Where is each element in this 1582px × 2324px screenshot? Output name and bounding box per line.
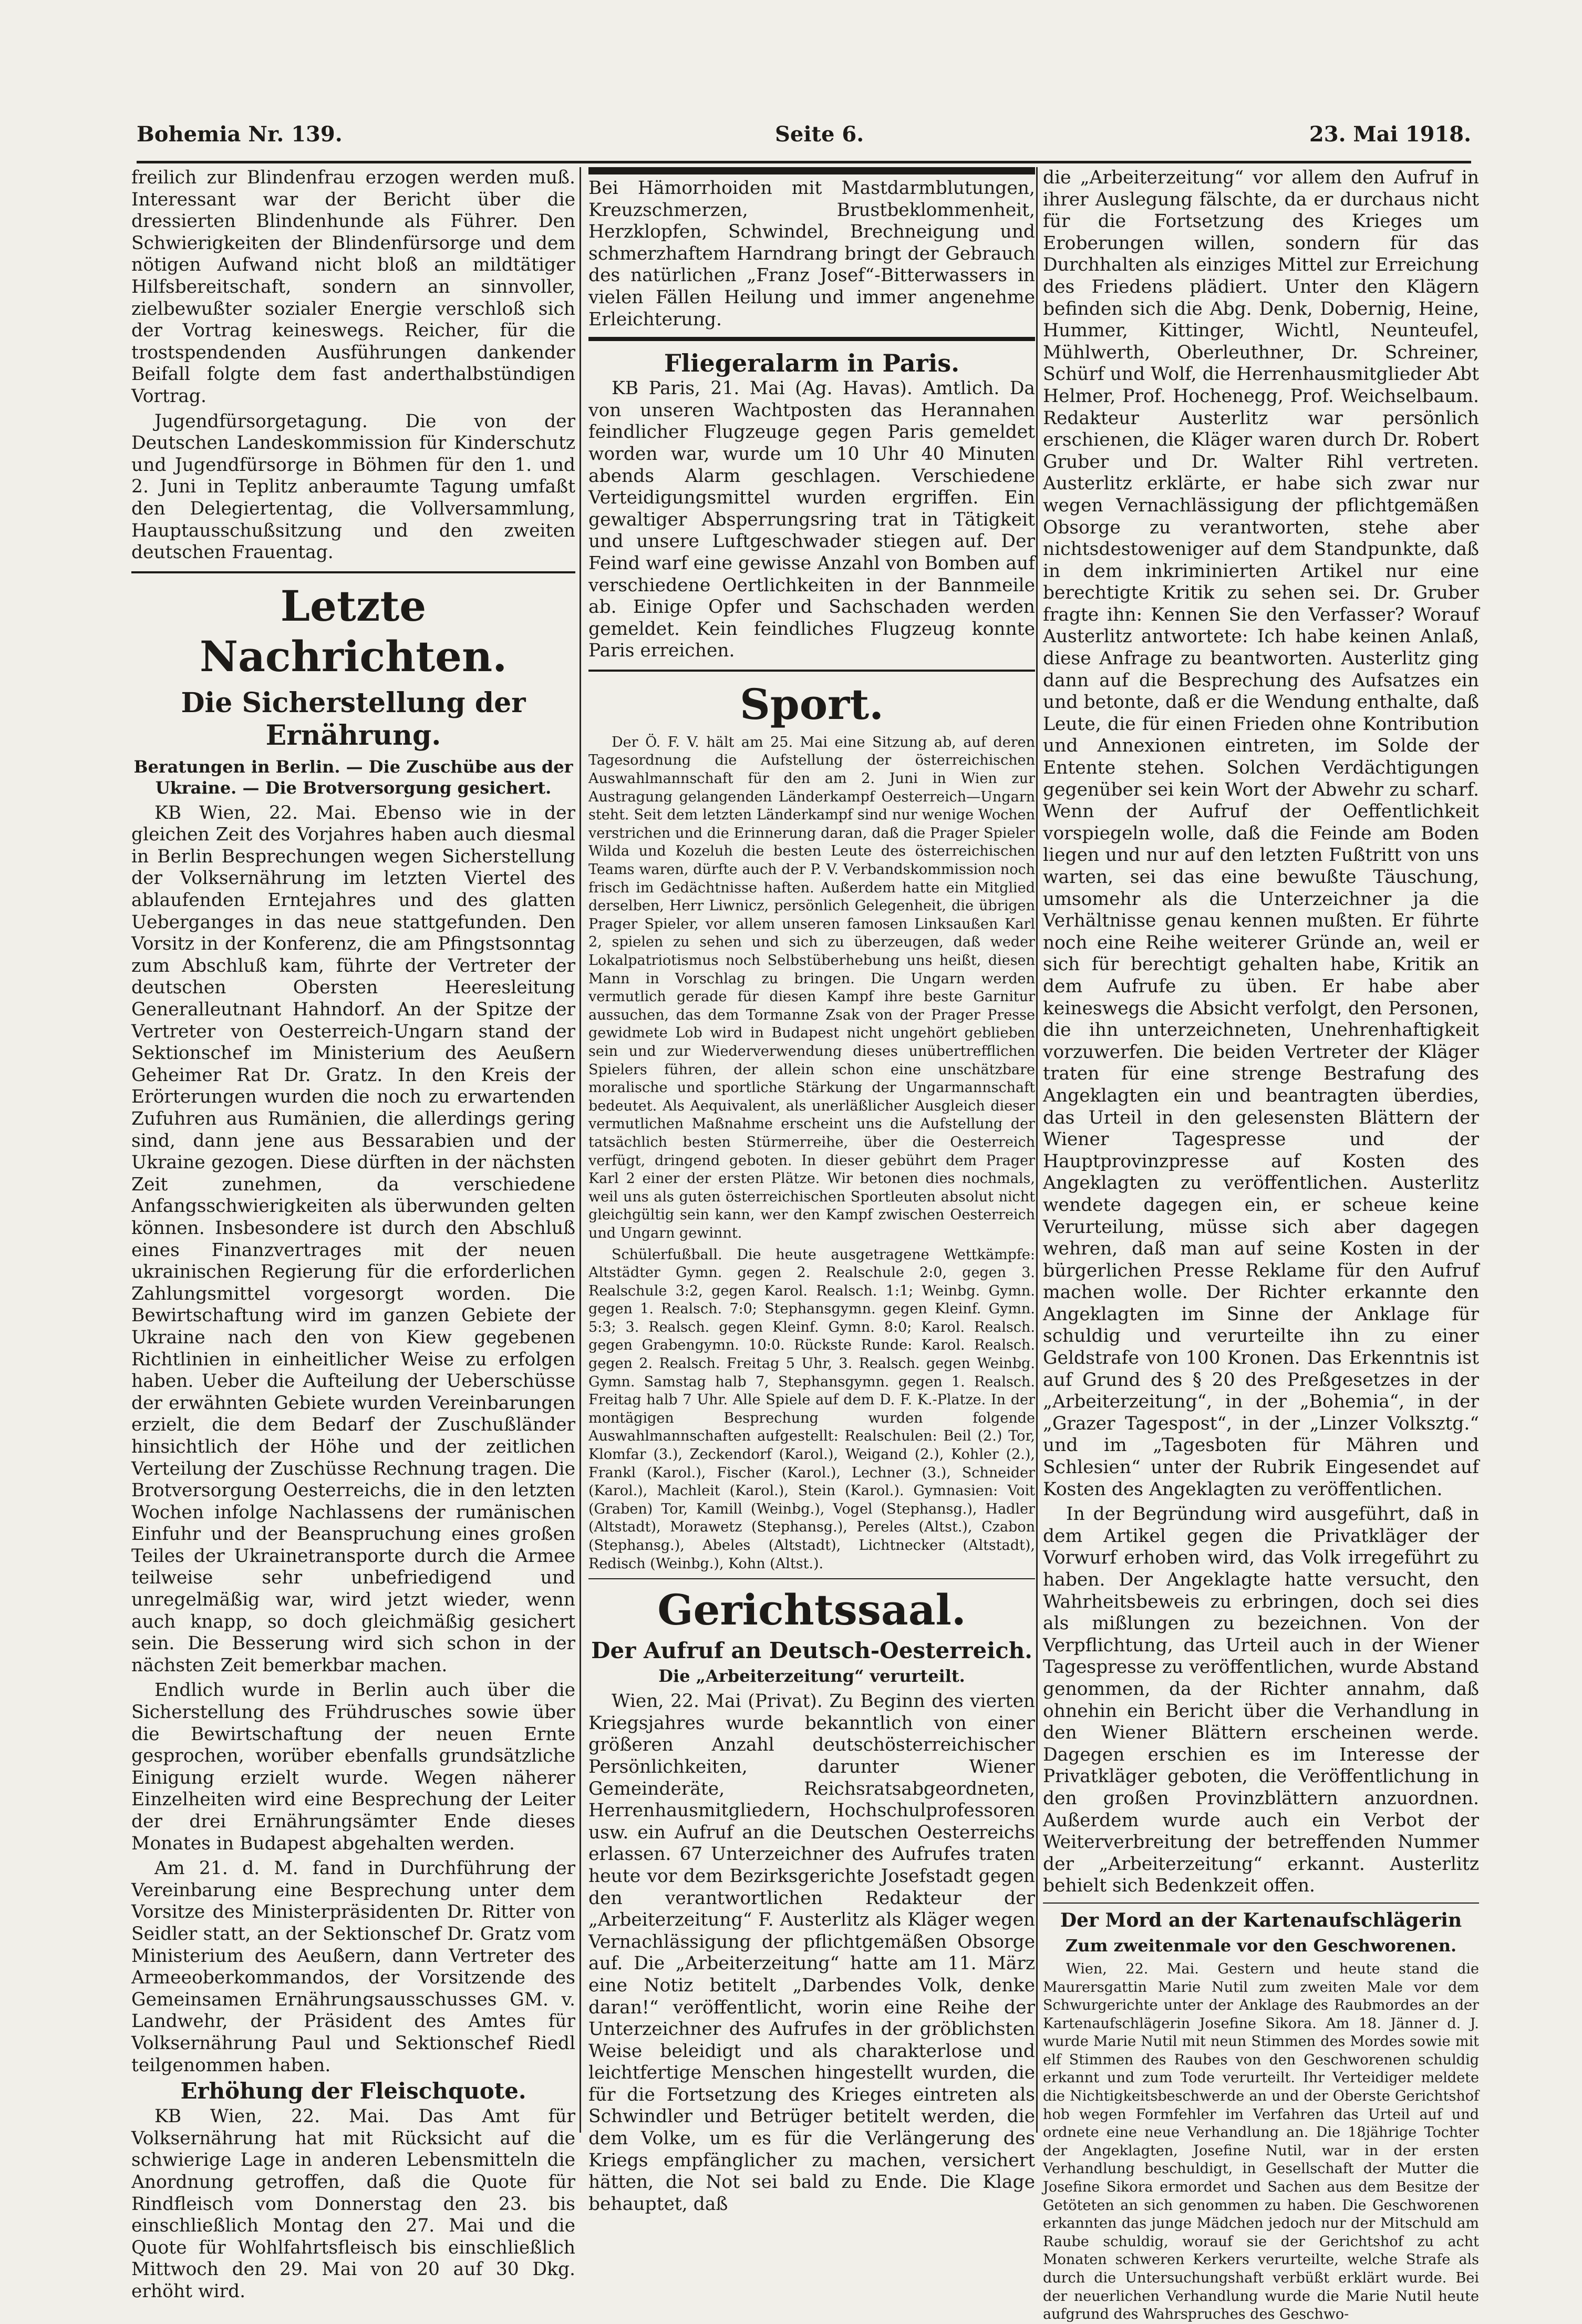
murder-case-paragraph: Wien, 22. Mai. Gestern und heute stand die Maurersgattin Marie Nutil zum zweiten Male vor dem Schwurgerichte unter der Anklage des Raubmordes an der Kartenaufschlägerin Josefine Sikora. Am 18. Jänner d. J. wurde Marie Nutil mit neun Stimmen des Mordes sowie mit elf Stimmen des Raubes von den Geschworenen schuldig erkannt und zum Tode verurteilt. Ihr Verteidiger meldete die Nichtigkeitsbeschwerde an und der Oberste Gerichtshof hob wegen Formfehler im Verfahren das Urteil auf und ordnete eine neue Verhandlung an. Die 18jährige Tochter der Angeklagten, Josefine Nutil, war in der ersten Verhandlung beschuldigt, in Gesellschaft der Mutter die Josefine Sikora ermordet und Sachen aus dem Besitze der Getöteten an sich genommen zu haben. Die Geschworenen erkannten das junge Mädchen jedoch nur der Mitschuld am Raube schuldig, worauf sie der Gerichtshof zu acht Monaten schweren Kerkers verurteilte, welche Strafe als durch die Untersuchungshaft verbüßt erklärt wurde. Bei der neuerlichen Verhandlung wurde die Marie Nutil heute aufgrund des Wahrspruches des Geschwo-: [1043, 1960, 1479, 2323]
section-rule: [1043, 1903, 1479, 1904]
header-page-number: Seite 6.: [775, 122, 864, 147]
youth-care-paragraph: Jugendfürsorgetagung. Die von der Deutschen Landeskommission für Kinderschutz und Jugendfürsorge in Böhmen für den 1. und 2. Juni in Teplitz anberaumte Tagung umfaßt den Delegiertentag, die Vollversammlung, Hauptausschußsitzung und den zweiten deutschen Frauentag.: [131, 410, 575, 563]
page-header: [137, 122, 1471, 153]
appeal-continued-paragraph: die „Arbeiterzeitung“ vor allem den Aufruf in ihrer Auslegung fälschte, da er durchaus nicht für die Fortsetzung des Krieges um Eroberungen willen, sondern für das Durchhalten als einziges Mittel zur Erreichung des Friedens plädiert. Unter den Klägern befinden sich die Abg. Denk, Dobernig, Heine, Hummer, Kittinger, Wichtl, Neunteufel, Mühlwerth, Oberleuthner, Dr. Schreiner, Schürf und Wolf, die Herrenhausmitglieder Abt Helmer, Prof. Hochenegg, Prof. Weichselbaum. Redakteur Austerlitz war persönlich erschienen, die Kläger waren durch Dr. Robert Gruber und Dr. Walter Rihl vertreten. Austerlitz erklärte, er habe sich zwar nur wegen Vernachlässigung der pflichtgemäßen Obsorge zu verantworten, stehe aber nichtsdestoweniger auf dem Standpunkte, daß in dem inkriminierten Artikel nur eine berechtigte Kritik zu sehen sei. Dr. Gruber fragte ihn: Kennen Sie den Verfasser? Worauf Austerlitz antwortete: Ich habe keinen Anlaß, diese Anfrage zu beantworten. Austerlitz ging dann auf die Besprechung des Aufsatzes ein und betonte, daß er die Wendung enthalte, daß Leute, die für einen Frieden ohne Kontribution und Annexionen eintreten, im Solde der Entente stehen. Solchen Verdächtigungen gegenüber sei kein Wort der Abwehr zu scharf. Wenn der Aufruf der Oeffentlichkeit vorspiegeln wolle, daß die Feinde am Boden liegen und nur auf den letzten Fußtritt von uns warten, sei das eine bewußte Täuschung, umsomehr als die Unterzeichner ja die Verhältnisse genau kennen mußten. Er führte noch eine Reihe weiterer Gründe an, weil er sich für berechtigt gehalten habe, Kritik an dem Aufrufe zu üben. Er habe aber keineswegs die Absicht verfolgt, den Personen, die ihn unterzeichneten, Unehrenhaftigkeit vorzuwerfen. Die beiden Vertreter der Kläger traten für eine strenge Bestrafung des Angeklagten ein und beantragten überdies, das Urteil in den gelesensten Blättern der Wiener Tagespresse und der Hauptprovinzpresse auf Kosten des Angeklagten zu veröffentlichen. Austerlitz wendete dagegen ein, er scheue keine Verurteilung, müsse sich aber dagegen wehren, daß man auf seine Kosten in der bürgerlichen Presse Reklame für den Aufruf machen wolle. Der Richter erkannte den Angeklagten im Sinne der Anklage für schuldig und verurteilte ihn zu einer Geldstrafe von 100 Kronen. Das Erkenntnis ist auf Grund des § 20 des Preßgesetzes in der „Arbeiterzeitung“, in der „Bohemia“, in der „Grazer Tagespost“, in der „Linzer Volksztg.“ und im „Tagesboten für Mähren und Schlesien“ unter der Rubrik Eingesendet auf Kosten des Angeklagten zu veröffentlichen.: [1043, 167, 1479, 1500]
verdict-reasoning-paragraph: In der Begründung wird ausgeführt, daß in dem Artikel gegen die Privatkläger der Vorwurf erhoben wird, das Volk irregeführt zu haben. Der Angeklagte hatte versucht, den Wahrheitsbeweis zu erbringen, doch sei dies als mißlungen zu bezeichnen. Von der Verpflichtung, das Urteil auch in der Wiener Tagespresse zu veröffentlichen, wurde Abstand genommen, da der Richter annahm, daß ohnehin ein Bericht über die Verhandlung in den Wiener Blättern erscheinen werde. Dagegen erschien es im Interesse der Privatkläger geboten, die Veröffentlichung in den großen Provinzblättern anzuordnen. Außerdem wurde auch ein Verbot der Weiterverbreitung der betreffenden Nummer der „Arbeiterzeitung“ erkannt. Austerlitz behielt sich Bedenkzeit offen.: [1043, 1504, 1479, 1897]
advertisement-text: Bei Hämorrhoiden mit Mastdarmblutungen, Kreuzschmerzen, Brustbeklommenheit, Herzklopfen, Schwindel, Brechneigung und schmerzhaftem Harndrang bringt der Gebrauch des natürlichen „Franz Josef“-Bitterwassers in vielen Fällen Heilung und immer angenehme Erleichterung.: [588, 178, 1035, 330]
appeal-paragraph: Wien, 22. Mai (Privat). Zu Beginn des vierten Kriegsjahres wurde bekanntlich von einer größeren Anzahl deutschösterreichischer Persönlichkeiten, darunter Wiener Gemeinderäte, Reichsratsabgeordneten, Herrenhausmitgliedern, Hochschulprofessoren usw. ein Aufruf an die Deutschen Oesterreichs erlassen. 67 Unterzeichner des Aufrufes traten heute vor dem Bezirksgerichte Josefstadt gegen den verantwortlichen Redakteur der „Arbeiterzeitung“ F. Austerlitz als Kläger wegen Vernachlässigung der pflichtgemäßen Obsorge auf. Die „Arbeiterzeitung“ hatte am 11. März eine Notiz betitelt „Darbendes Volk, denke daran!“ veröffentlicht, worin eine Reihe der Unterzeichner des Aufrufes in der gröblichsten Weise beleidigt und als charakterlose und leichtfertige Menschen hingestellt wurden, die für die Fortsetzung des Krieges eintreten als Schwindler und Betrüger betitelt werden, die dem Volke, um es für die Verlängerung des Kriegs empfänglicher zu machen, versichert hätten, die Not sei bald zu Ende. Die Klage behauptet, daß: [588, 1691, 1035, 2215]
section-title-sport: Sport.: [739, 679, 884, 729]
food-supply-paragraph-3: Am 21. d. M. fand in Durchführung der Vereinbarung eine Besprechung unter dem Vorsitze des Ministerpräsidenten Dr. Ritter von Seidler statt, an der Sektionschef Dr. Gratz vom Ministerium des Aeußern, dann Vertreter des Armeeoberkommandos, der Vorsitzende des Gemeinsamen Ernährungsausschusses GM. v. Landwehr, der Präsident des Amtes für Volksernährung Paul und Sektionschef Riedl teilgenommen haben.: [131, 1858, 575, 2076]
headline-appeal: Der Aufruf an Deutsch-Oesterreich.: [591, 1638, 1032, 1664]
subheadline-food-supply: Beratungen in Berlin. — Die Zuschübe aus der Ukraine. — Die Brotversorgung gesichert.: [133, 756, 573, 798]
subheadline-appeal: Die „Arbeiterzeitung“ verurteilt.: [658, 1666, 965, 1687]
advertisement-bitter-water: [588, 167, 1035, 341]
sport-paragraph-2: Schülerfußball. Die heute ausgetragene Wettkämpfe: Altstädter Gymn. gegen 2. Realschule 2:0, gegen 3. Realschule 3:2, gegen Karol. Realsch. 1:1; Weinbg. Gymn. gegen 1. Realsch. 7:0; Stephansgymn. gegen Kleinf. Gymn. 5:3; 3. Realsch. gegen Kleinf. Gymn. 8:0; Karol. Realsch. gegen Grabengymn. 10:0. Rückste Runde: Karol. Realsch. gegen 2. Realsch. Freitag 5 Uhr, 3. Realsch. gegen Weinbg. Gymn. Samstag halb 7, Stephansgymn. gegen 1. Realsch. Freitag halb 7 Uhr. Alle Spiele auf dem D. F. K.-Platze. In der montägigen Besprechung wurden folgende Auswahlmannschaften aufgestellt: Realschulen: Beil (2.) Tor, Klomfar (3.), Zeckendorf (Karol.), Weigand (2.), Kohler (2.), Frankl (Karol.), Fischer (Karol.), Lechner (3.), Schneider (Karol.), Machleit (Karol.), Stein (Karol.). Gymnasien: Voit (Graben) Tor, Kamill (Weinbg.), Vogel (Stephansg.), Hadler (Altstadt), Morawetz (Stephansg.), Pereles (Altst.), Czabon (Stephansg.), Abeles (Altstadt), Lichtnecker (Altstadt), Redisch (Weinbg.), Kohn (Altst.).: [588, 1246, 1035, 1572]
section-rule: [588, 670, 1035, 672]
header-date: 23. Mai 1918.: [1309, 122, 1471, 147]
sport-paragraph-1: Der Ö. F. V. hält am 25. Mai eine Sitzung ab, auf deren Tagesordnung die Aufstellung der österreichischen Auswahlmannschaft für den am 2. Juni in Wien zur Austragung gelangenden Länderkampf Oesterreich—Ungarn steht. Seit dem letzten Länderkampf sind nur wenige Wochen verstrichen und die Erinnerung daran, daß die Prager Spieler Wilda und Kozeluh die besten Leute des österreichischen Teams waren, dürfte auch der P. V. Verbandskommission noch frisch im Gedächtnisse haften. Außerdem hatte ein Mitglied derselben, Herr Liwnicz, persönlich Gelegenheit, die übrigen Prager Spieler, vor allem unseren famosen Linksaußen Karl 2, spielen zu sehen und sich zu überzeugen, daß weder Lokalpatriotismus noch Selbstüberhebung uns heißt, diesen Mann in Vorschlag zu bringen. Die Ungarn werden vermutlich gerade für diesen Kampf ihre beste Garnitur aussuchen, das dem Tormanne Zsak von der Prager Presse gewidmete Lob wird in Budapest nicht ungehört geblieben sein und zur Wiederverwendung dieses unübertrefflichen Spielers führen, der allein schon eine unschätzbare moralische und sportliche Stärkung der Ungarmannschaft bedeutet. Als Aequivalent, als unerläßlicher Ausgleich dieser vermutlichen Maßnahme erscheint uns die Aufstellung der tatsächlich besten Stürmerreihe, über die Oesterreich verfügt, dringend geboten. In dieser gebührt dem Prager Karl 2 einer der ersten Plätze. Wir betonen dies nochmals, weil uns als guten österreichischen Sportleuten absolut nicht gleichgültig sein kann, wer den Kampf zwischen Oesterreich und Ungarn gewinnt.: [588, 734, 1035, 1241]
headline-paris-air-alarm: Fliegeralarm in Paris.: [664, 349, 960, 378]
column-3: [1043, 167, 1479, 2323]
section-title-latest-news: Letzte Nachrichten.: [199, 581, 508, 681]
section-rule: [131, 571, 575, 573]
food-supply-paragraph-1: KB Wien, 22. Mai. Ebenso wie in der gleichen Zeit des Vorjahres haben auch diesmal in Berlin Besprechungen wegen Sicherstellung der Volksernährung im letzten Viertel des ablaufenden Erntejahres und des glatten Ueberganges in das neue stattgefunden. Den Vorsitz in der Konferenz, die am Pfingstsonntag zum Abschluß kam, führte der Vertreter der deutschen Obersten Heeresleitung Generalleutnant Hahndorf. An der Spitze der Vertreter von Oesterreich-Ungarn stand der Sektionschef im Ministerium des Aeußern Geheimer Rat Dr. Gratz. In den Kreis der Erörterungen wurden die noch zu erwartenden Zufuhren aus Rumänien, die allerdings gering sind, dann jene aus Bessarabien und der Ukraine gezogen. Diese dürften in der nächsten Zeit zunehmen, da verschiedene Anfangsschwierigkeiten als überwunden gelten können. Insbesondere ist durch den Abschluß eines Finanzvertrages mit der neuen ukrainischen Regierung für die erforderlichen Zahlungsmittel vorgesorgt worden. Die Bewirtschaftung wird im ganzen Gebiete der Ukraine nach den von Kiew gegebenen Richtlinien in einheitlicher Weise zu erfolgen haben. Ueber die Aufteilung der Ueberschüsse der erwähnten Gebiete wurden Vereinbarungen erzielt, die dem Bedarf der Zuschußländer hinsichtlich der Höhe und der zeitlichen Verteilung der Zuschüsse Rechnung tragen. Die Brotversorgung Oesterreichs, die in den letzten Wochen infolge Nachlassens der rumänischen Einfuhr und der Beanspruchung eines großen Teiles der Ukrainetransporte durch die Armee teilweise sehr unbefriedigend und unregelmäßig war, wird jetzt wieder, wenn auch knapp, so doch gleichmäßig gesichert sein. Die Besserung wird sich schon in der nächsten Zeit bemerkbar machen.: [131, 802, 575, 1676]
column-divider-1: [580, 167, 581, 2133]
paris-air-alarm-paragraph: KB Paris, 21. Mai (Ag. Havas). Amtlich. Da von unseren Wachtposten das Herannahen feindlicher Flugzeuge gegen Paris gemeldet worden war, wurde um 10 Uhr 40 Minuten abends Alarm geschlagen. Verschiedene Verteidigungsmittel wurden ergriffen. Ein gewaltiger Absperrungsring trat in Tätigkeit und unsere Luftgeschwader stiegen auf. Der Feind warf eine gewisse Anzahl von Bomben auf verschiedene Oertlichkeiten in der Bannmeile ab. Einige Opfer und Sachschaden werden gemeldet. Kein feindliches Flugzeug konnte Paris erreichen.: [588, 378, 1035, 662]
header-masthead: Bohemia Nr. 139.: [137, 122, 343, 147]
headline-meat-quota: Erhöhung der Fleischquote.: [180, 2078, 526, 2104]
meat-quota-paragraph: KB Wien, 22. Mai. Das Amt für Volksernährung hat mit Rücksicht auf die schwierige Lage in anderen Lebensmitteln die Anordnung getroffen, daß die Quote für Rindfleisch vom Donnerstag den 23. bis einschließlich Montag den 27. Mai und die Quote für Wohlfahrtsfleisch bis einschließlich Mittwoch den 29. Mai von 20 auf 30 Dkg. erhöht wird.: [131, 2106, 575, 2302]
food-supply-paragraph-2: Endlich wurde in Berlin auch über die Sicherstellung des Frühdrusches sowie über die Bewirtschaftung der neuen Ernte gesprochen, worüber ebenfalls grundsätzliche Einigung erzielt wurde. Wegen näherer Einzelheiten wird eine Besprechung der Leiter der drei Ernährungsämter Ende dieses Monates in Budapest abgehalten werden.: [131, 1680, 575, 1854]
section-rule: [588, 1578, 1035, 1579]
blind-care-paragraph: freilich zur Blindenfrau erzogen werden muß. Interessant war der Bericht über die dressierten Blindenhunde als Führer. Den Schwierigkeiten der Blindenfürsorge und dem nötigen Aufwand nicht bloß an mildtätiger Hilfsbereitschaft, sondern an sinnvoller, zielbewußter sozialer Energie verschloß sich der Vortrag keineswegs. Reicher, für die trostspendenden Ausführungen dankender Beifall folgte dem fast anderthalbstündigen Vortrag.: [131, 167, 575, 407]
section-title-courtroom: Gerichtssaal.: [657, 1585, 966, 1635]
subheadline-murder-case: Zum zweitenmale vor den Geschworenen.: [1065, 1935, 1457, 1956]
column-2: [588, 167, 1035, 2215]
headline-murder-case: Der Mord an der Kartenaufschlägerin: [1060, 1909, 1462, 1931]
header-rule: [137, 161, 1471, 163]
headline-food-supply: Die Sicherstellung der Ernährung.: [181, 686, 526, 752]
column-1: [131, 167, 575, 2302]
column-divider-2: [1036, 167, 1038, 2133]
